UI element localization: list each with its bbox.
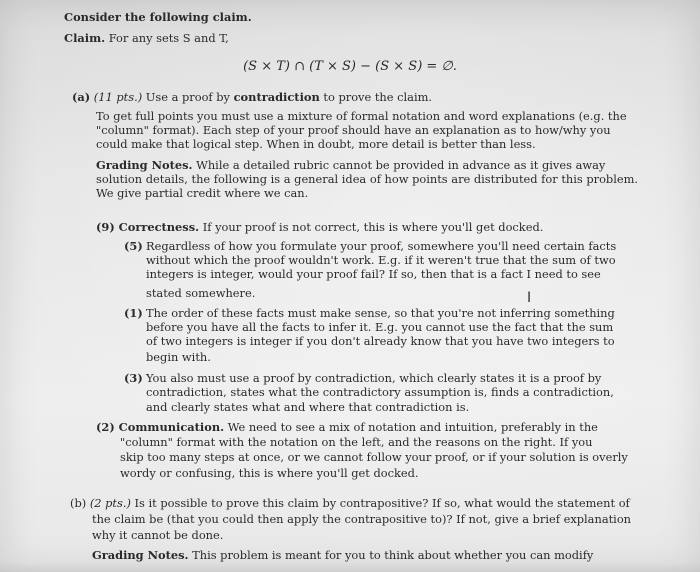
intro-text: Consider the following claim. bbox=[64, 10, 252, 24]
part-b-line: the claim be (that you could then apply the contrapositive to)? If not, give a brief explanation bbox=[92, 512, 632, 526]
communication-line: skip too many steps at once, or we cannot follow your proof, or if your solution is overly bbox=[120, 450, 628, 464]
item-1-line: The order of these facts must make sense, so that you're not inferring something bbox=[146, 306, 615, 320]
part-b-text: Is it possible to prove this claim by contrapositive? If so, what would the statement of bbox=[130, 496, 630, 510]
item-1-line: of two integers is integer if you don't already know that you have two integers to bbox=[146, 334, 615, 348]
item-5-line: stated somewhere. bbox=[146, 286, 256, 300]
item-3-line: and clearly states what and where that contradiction is. bbox=[146, 400, 470, 414]
instruction-line: could make that logical step. When in doubt, more detail is better than less. bbox=[96, 137, 536, 151]
item-1-label: (1) bbox=[124, 306, 143, 320]
correctness-label: (9) Correctness. bbox=[96, 220, 200, 234]
part-b-heading bbox=[70, 496, 630, 510]
part-a-points: (11 pts.) bbox=[93, 90, 143, 104]
part-a-text-bold: contradiction bbox=[233, 90, 320, 104]
grading-line: We give partial credit where we can. bbox=[96, 186, 309, 200]
part-b-points: (2 pts.) bbox=[89, 496, 131, 510]
item-1-line: before you have all the facts to infer it. E.g. you cannot use the fact that the sum bbox=[146, 320, 614, 334]
communication-line: "column" format with the notation on the left, and the reasons on the right. If you bbox=[120, 435, 593, 449]
grading-text-b: This problem is meant for you to think about whether you can modify bbox=[188, 548, 594, 562]
correctness-text: If your proof is not correct, this is where you'll get docked. bbox=[199, 220, 544, 234]
grading-text: While a detailed rubric cannot be provided in advance as it gives away bbox=[192, 158, 606, 172]
bottom-fade bbox=[0, 562, 700, 572]
communication-heading bbox=[96, 420, 598, 434]
communication-line: wordy or confusing, this is where you'll get docked. bbox=[120, 466, 419, 480]
item-3-line: You also must use a proof by contradiction, which clearly states it is a proof by bbox=[146, 371, 602, 385]
item-5-label: (5) bbox=[124, 239, 143, 253]
instruction-line: To get full points you must use a mixture of formal notation and word explanations (e.g. the bbox=[96, 109, 627, 123]
instruction-line: "column" format). Each step of your proof should have an explanation as to how/why you bbox=[96, 123, 611, 137]
part-a-heading bbox=[72, 90, 432, 104]
part-b-line: why it cannot be done. bbox=[92, 528, 224, 542]
part-a-text-start: Use a proof by bbox=[142, 90, 234, 104]
communication-text: We need to see a mix of notation and intuition, preferably in the bbox=[224, 420, 598, 434]
communication-label: (2) Communication. bbox=[96, 420, 225, 434]
grading-notes-a bbox=[96, 158, 605, 172]
claim-label: Claim. bbox=[64, 31, 106, 45]
item-1-line: begin with. bbox=[146, 350, 211, 364]
part-a-label: (a) bbox=[72, 90, 91, 104]
item-3-line: contradiction, states what the contradictory assumption is, finds a contradiction, bbox=[146, 385, 614, 399]
correctness-heading bbox=[96, 220, 543, 234]
part-b-label: (b) bbox=[70, 496, 87, 510]
item-3-label: (3) bbox=[124, 371, 143, 385]
text-cursor-icon: I bbox=[527, 290, 532, 306]
item-5-line: without which the proof wouldn't work. E.g. if it weren't true that the sum of two bbox=[146, 253, 616, 267]
grading-notes-b bbox=[92, 548, 593, 562]
grading-line: solution details, the following is a general idea of how points are distributed for this problem. bbox=[96, 172, 639, 186]
claim-formula: (S × T) ∩ (T × S) − (S × S) = ∅. bbox=[243, 59, 457, 74]
claim-line bbox=[64, 31, 229, 45]
grading-label: Grading Notes. bbox=[96, 158, 193, 172]
grading-label-b: Grading Notes. bbox=[92, 548, 189, 562]
item-5-line: integers is integer, would your proof fail? If so, then that is a fact I need to see bbox=[146, 267, 601, 281]
item-5-line: Regardless of how you formulate your proof, somewhere you'll need certain facts bbox=[146, 239, 617, 253]
claim-text: For any sets S and T, bbox=[105, 31, 229, 45]
part-a-text-end: to prove the claim. bbox=[319, 90, 433, 104]
